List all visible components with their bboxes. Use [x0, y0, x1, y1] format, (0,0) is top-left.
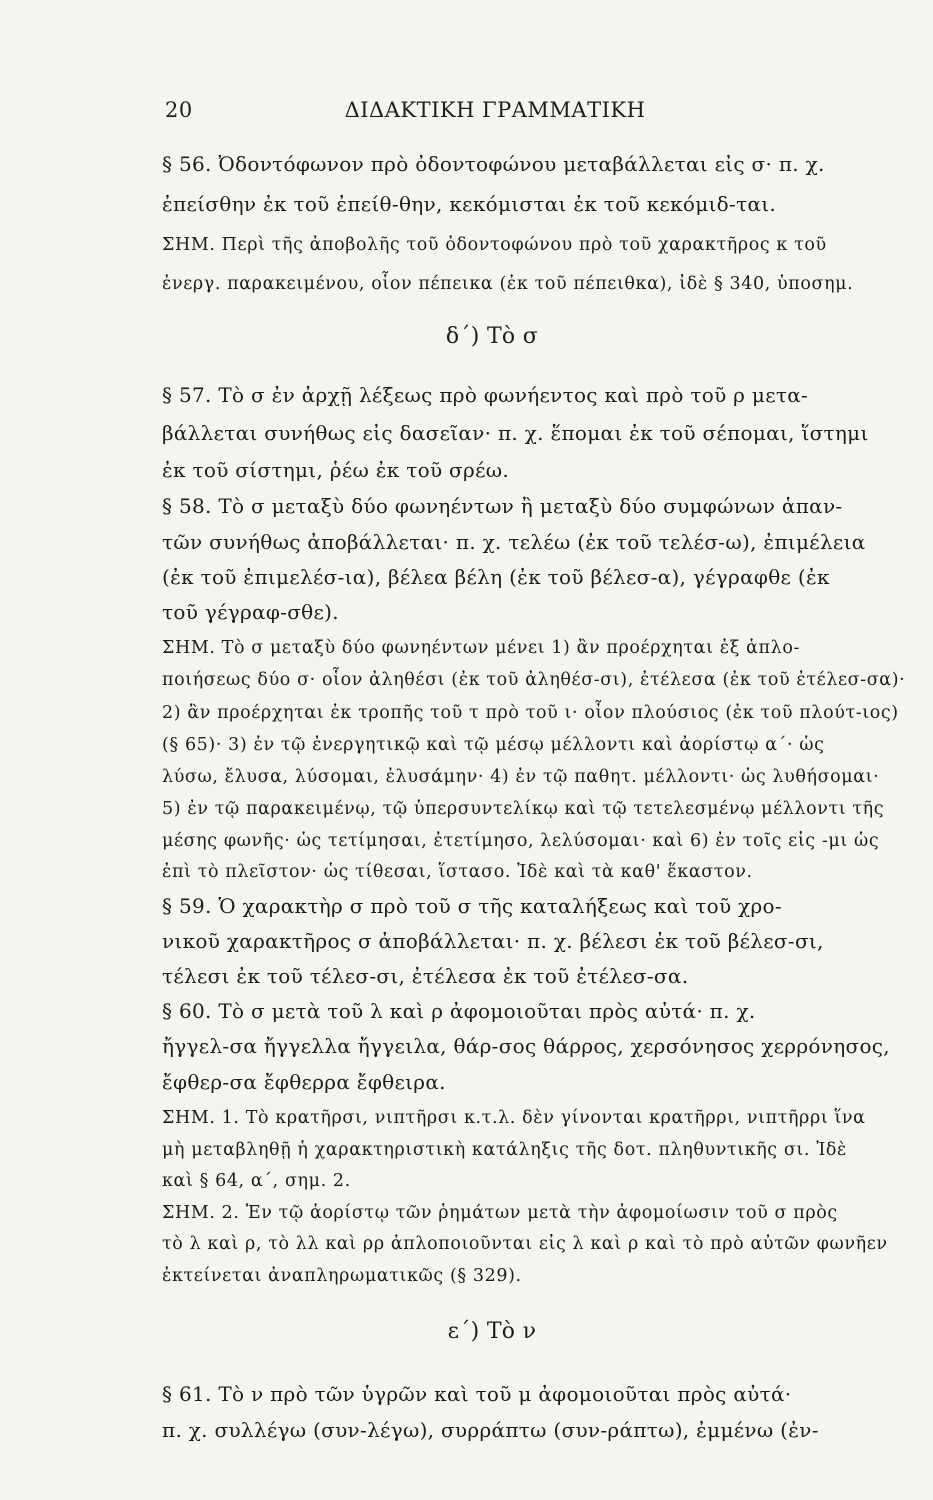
text-line: § 57. Τὸ σ ἐν ἀρχῇ λέξεως πρὸ φωνήεντος καὶ πρὸ τοῦ ρ μετα- — [162, 383, 809, 407]
section-heading: ε΄) Τὸ ν — [447, 1319, 537, 1344]
note-line: ἐπὶ τὸ πλεῖστον· ὡς τίθεσαι, ἵστασο. Ἰδὲ καὶ τὰ καθ' ἕκαστον. — [162, 862, 753, 882]
note-line: (§ 65)· 3) ἐν τῷ ἐνεργητικῷ καὶ τῷ μέσῳ μέλλοντι καὶ ἀορίστῳ α΄· ὡς — [162, 735, 825, 755]
text-line: τῶν συνήθως ἀποβάλλεται· π. χ. τελέω (ἐκ τοῦ τελέσ-ω), ἐπιμέλεια — [162, 530, 866, 554]
text-line: νικοῦ χαρακτῆρος σ ἀποβάλλεται· π. χ. βέλεσι ἐκ τοῦ βέλεσ-σι, — [162, 929, 824, 953]
note-line: ἐνεργ. παρακειμένου, οἷον πέπεικα (ἐκ τοῦ πέπειθκα), ἰδὲ § 340, ὑποσημ. — [162, 274, 854, 294]
text-line: § 60. Τὸ σ μετὰ τοῦ λ καὶ ρ ἀφομοιοῦται πρὸς αὐτά· π. χ. — [162, 999, 756, 1023]
page-header — [165, 98, 825, 132]
text-line: βάλλεται συνήθως εἰς δασεῖαν· π. χ. ἕπομαι ἐκ τοῦ σέπομαι, ἵστημι — [162, 421, 869, 445]
note-line: ΣΗΜ. Τὸ σ μεταξὺ δύο φωνηέντων μένει 1) ἂν προέρχηται ἐξ ἁπλο- — [162, 638, 800, 658]
note-line: τὸ λ καὶ ρ, τὸ λλ καὶ ρρ ἁπλοποιοῦνται εἰς λ καὶ ρ καὶ τὸ πρὸ αὐτῶν φωνῆεν — [162, 1234, 888, 1254]
note-line: ἐκτείνεται ἀναπληρωματικῶς (§ 329). — [162, 1266, 522, 1286]
note-line: ΣΗΜ. 2. Ἐν τῷ ἀορίστῳ τῶν ῥημάτων μετὰ τὴν ἀφομοίωσιν τοῦ σ πρὸς — [162, 1203, 838, 1223]
note-line: μὴ μεταβληθῇ ἡ χαρακτηριστικὴ κατάληξις τῆς δοτ. πληθυντικῆς σι. Ἰδὲ — [162, 1140, 848, 1160]
text-line: § 58. Τὸ σ μεταξὺ δύο φωνηέντων ἢ μεταξὺ δύο συμφώνων ἁπαν- — [162, 494, 843, 518]
page-number: 20 — [165, 98, 193, 122]
note-line: ποιήσεως δύο σ· οἷον ἀληθέσι (ἐκ τοῦ ἀληθέσ-σι), ἐτέλεσα (ἐκ τοῦ ἐτέλεσ-σα)· — [162, 670, 906, 690]
note-line: μέσης φωνῆς· ὡς τετίμησαι, ἐτετίμησο, λελύσομαι· καὶ 6) ἐν τοῖς εἰς -μι ὡς — [162, 831, 880, 851]
text-line: § 56. Ὀδοντόφωνον πρὸ ὀδοντοφώνου μεταβάλλεται εἰς σ· π. χ. — [162, 152, 825, 176]
text-line: τοῦ γέγραφ-σθε). — [162, 600, 339, 624]
note-line: λύσω, ἔλυσα, λύσομαι, ἐλυσάμην· 4) ἐν τῷ παθητ. μέλλοντι· ὡς λυθήσομαι· — [162, 767, 880, 787]
running-title: ΔΙΔΑΚΤΙΚΗ ΓΡΑΜΜΑΤΙΚΗ — [344, 98, 646, 122]
text-line: π. χ. συλλέγω (συν-λέγω), συρράπτω (συν-ράπτω), ἐμμένω (ἐν- — [162, 1418, 819, 1442]
text-line: ἐκ τοῦ σίστημι, ῥέω ἐκ τοῦ σρέω. — [162, 458, 509, 482]
text-line: ἔφθερ-σα ἔφθερρα ἔφθειρα. — [162, 1070, 446, 1094]
text-line: ἤγγελ-σα ἤγγελλα ἤγγειλα, θάρ-σος θάρρος, χερσόνησος χερρόνησος, — [162, 1034, 890, 1058]
text-line: ἐπείσθην ἐκ τοῦ ἐπείθ-θην, κεκόμισται ἐκ τοῦ κεκόμιδ-ται. — [162, 192, 777, 216]
text-line: τέλεσι ἐκ τοῦ τέλεσ-σι, ἐτέλεσα ἐκ τοῦ ἐτέλεσ-σα. — [162, 964, 689, 988]
note-line: 5) ἐν τῷ παρακειμένῳ, τῷ ὑπερσυντελίκῳ καὶ τῷ τετελεσμένῳ μέλλοντι τῆς — [162, 799, 885, 819]
text-line: § 59. Ὁ χαρακτὴρ σ πρὸ τοῦ σ τῆς καταλήξεως καὶ τοῦ χρο- — [162, 894, 782, 918]
text-line: § 61. Τὸ ν πρὸ τῶν ὑγρῶν καὶ τοῦ μ ἀφομοιοῦται πρὸς αὐτά· — [162, 1382, 792, 1406]
note-line: 2) ἂν προέρχηται ἐκ τροπῆς τοῦ τ πρὸ τοῦ ι· οἷον πλούσιος (ἐκ τοῦ πλούτ-ιος) — [162, 703, 899, 723]
section-heading: δ΄) Τὸ σ — [445, 324, 539, 349]
note-line: ΣΗΜ. Περὶ τῆς ἀποβολῆς τοῦ ὀδοντοφώνου πρὸ τοῦ χαρακτῆρος κ τοῦ — [162, 235, 827, 255]
note-line: ΣΗΜ. 1. Τὸ κρατῆρσι, νιπτῆρσι κ.τ.λ. δὲν γίνονται κρατῆρρι, νιπτῆρρι ἵνα — [162, 1108, 866, 1128]
text-line: (ἐκ τοῦ ἐπιμελέσ-ια), βέλεα βέλη (ἐκ τοῦ βέλεσ-α), γέγραφθε (ἐκ — [162, 565, 830, 589]
note-line: καὶ § 64, α΄, σημ. 2. — [162, 1171, 351, 1191]
